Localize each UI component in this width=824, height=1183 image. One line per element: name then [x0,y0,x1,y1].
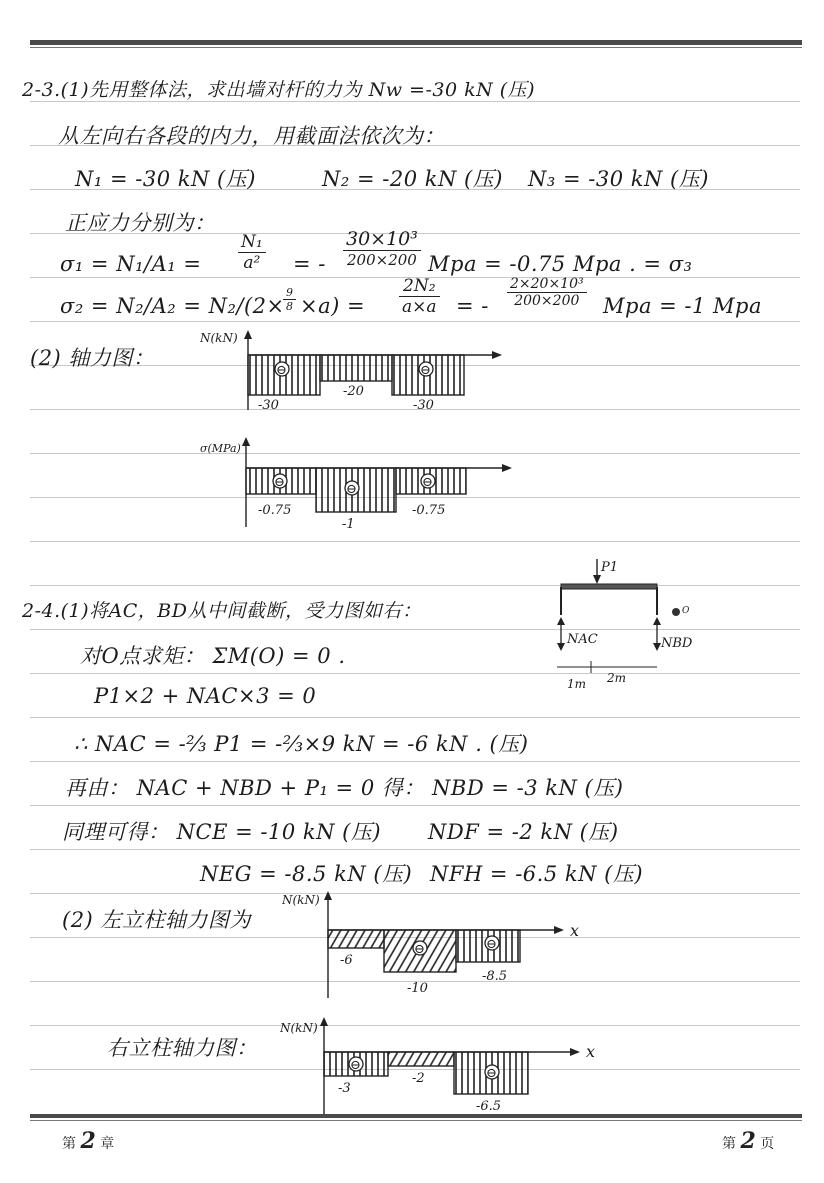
left-segment-1-label: -6 [340,953,353,968]
axial-diagram-label: (2) 轴力图： [30,346,155,370]
right-column-axis-label: N(kN) [280,1021,318,1035]
left-column-axis-label: N(kN) [282,893,320,907]
bottom-border [30,1114,802,1118]
sigma1-frac1-den: a² [243,253,261,273]
sigma2-inner-fraction: $\frac{9}{8}$ [283,286,296,313]
stress-segment-2-label: -1 [342,517,355,532]
right-segment-2-label: -2 [412,1071,425,1086]
sigma2-lhs: σ₂ = N₂/A₂ = N₂/(2× [60,294,285,318]
free-body-diagram [545,555,705,695]
left-column-axial-diagram [282,888,602,1003]
sigma2-mid: ×a) = [300,294,366,318]
ruled-line [30,541,800,542]
sigma1-rhs: Mpa = -0.75 Mpa . = σ₃ [428,252,693,276]
right-segment-3-label: -6.5 [476,1099,502,1114]
right-column-label: 右立柱轴力图： [107,1036,258,1060]
page-number: 2 [740,1128,756,1154]
right-column-axis-end: x [586,1042,596,1061]
stress-segment-3-label: -0.75 [412,503,446,518]
ruled-line [30,805,800,806]
segment-1-label: -30 [258,398,279,413]
right-segment-1-label: -3 [338,1081,351,1096]
top-border-thin [30,47,802,48]
equation-5-left: NEG = -8.5 kN (压) [200,862,413,886]
left-sign-2: ⊖ [414,942,425,957]
sign-3: ⊖ [420,363,431,378]
segment-2-label: -20 [343,384,364,399]
equation-3: 再由： NAC + NBD + P₁ = 0 得： NBD = -3 kN (压) [65,776,624,800]
equation-2: ∴ NAC = -⅔ P1 = -⅔×9 kN = -6 kN . (压) [74,732,529,756]
n3-value: N₃ = -30 kN (压) [528,167,709,191]
stress-sign-3: ⊖ [422,475,433,490]
stress-segment-1-label: -0.75 [258,503,292,518]
equation-1: P1×2 + NAC×3 = 0 [94,684,317,708]
chapter-number: 2 [80,1128,96,1154]
stress-diagram-2-3 [200,432,520,532]
stress-diagram-axis-label: σ(MPa) [200,442,241,455]
sigma2-rhs: Mpa = -1 Mpa [603,294,763,318]
equation-5-right: NFH = -6.5 kN (压) [430,862,644,886]
n1-value: N₁ = -30 kN (压) [75,167,256,191]
segment-2 [320,355,392,381]
fbd-point-label: O [682,606,690,616]
left-column-label: (2) 左立柱轴力图为 [62,908,251,932]
sigma2-frac2-num: 2×20×10³ [507,276,587,293]
segment-3-label: -30 [413,398,434,413]
sigma1-fraction-numeric [343,228,421,269]
sigma1-frac1-num: N₁ [238,232,266,253]
axial-force-diagram-2-3 [200,325,510,420]
stress-sign-2: ⊖ [346,482,357,497]
stress-sign-1: ⊖ [274,475,285,490]
equation-4-right: NDF = -2 kN (压) [428,820,619,844]
sign-1: ⊖ [276,363,287,378]
sigma2-frac2-den: 200×200 [514,293,580,309]
bottom-border-thin [30,1120,802,1121]
sigma1-fraction-symbolic [238,232,266,273]
left-segment-3-label: -8.5 [482,969,508,984]
ruled-line [30,849,800,850]
moment-line: 对O点求矩： ΣM(O) = 0 . [80,644,346,668]
sigma1-frac2-num: 30×10³ [343,228,421,251]
sigma1-lhs: σ₁ = N₁/A₁ = [60,252,202,276]
sigma2-equals: = - [456,294,489,318]
left-column-axis-end: x [570,921,580,940]
top-border [30,40,802,45]
fbd-dim-right: 2m [607,671,627,685]
problem-2-4-heading: 2-4.(1)将AC，BD从中间截断，受力图如右： [22,600,422,622]
chapter-footer: 第 2 章 [62,1128,115,1154]
axial-diagram-axis-label: N(kN) [200,331,238,345]
sigma2-fraction-symbolic [399,276,440,317]
fbd-beam [561,584,657,589]
sigma2-fraction-numeric [507,276,587,309]
sigma1-equals: = - [293,252,326,276]
ruled-line [30,717,800,718]
axis-vertical-arrow [244,330,252,339]
sigma1-frac2-den: 200×200 [347,251,417,269]
fbd-left-force: NAC [567,632,598,647]
sigma2-frac1-den: a×a [402,297,437,317]
axis-horizontal-arrow [492,351,502,359]
fbd-dim-left: 1m [567,677,587,691]
ruled-line [30,761,800,762]
n2-value: N₂ = -20 kN (压) [322,167,503,191]
fbd-right-force: NBD [661,636,693,651]
right-sign-3: ⊖ [486,1066,497,1081]
page-footer: 第 2 页 [722,1128,775,1154]
fbd-load-label: P1 [601,560,619,575]
equation-4-left: 同理可得： NCE = -10 kN (压) [62,820,382,844]
left-sign-3: ⊖ [486,937,497,952]
sigma2-frac1-num: 2N₂ [399,276,440,297]
right-sign-1: ⊖ [350,1058,361,1073]
internal-force-intro: 从左向右各段的内力，用截面法依次为： [58,124,445,148]
problem-2-3-heading: 2-3.(1)先用整体法，求出墙对杆的力为 Nw =-30 kN (压) [22,79,536,101]
stress-intro: 正应力分别为： [65,211,216,235]
ruled-line [30,321,800,322]
right-column-axial-diagram [280,1014,610,1118]
left-segment-2-label: -10 [407,981,428,996]
